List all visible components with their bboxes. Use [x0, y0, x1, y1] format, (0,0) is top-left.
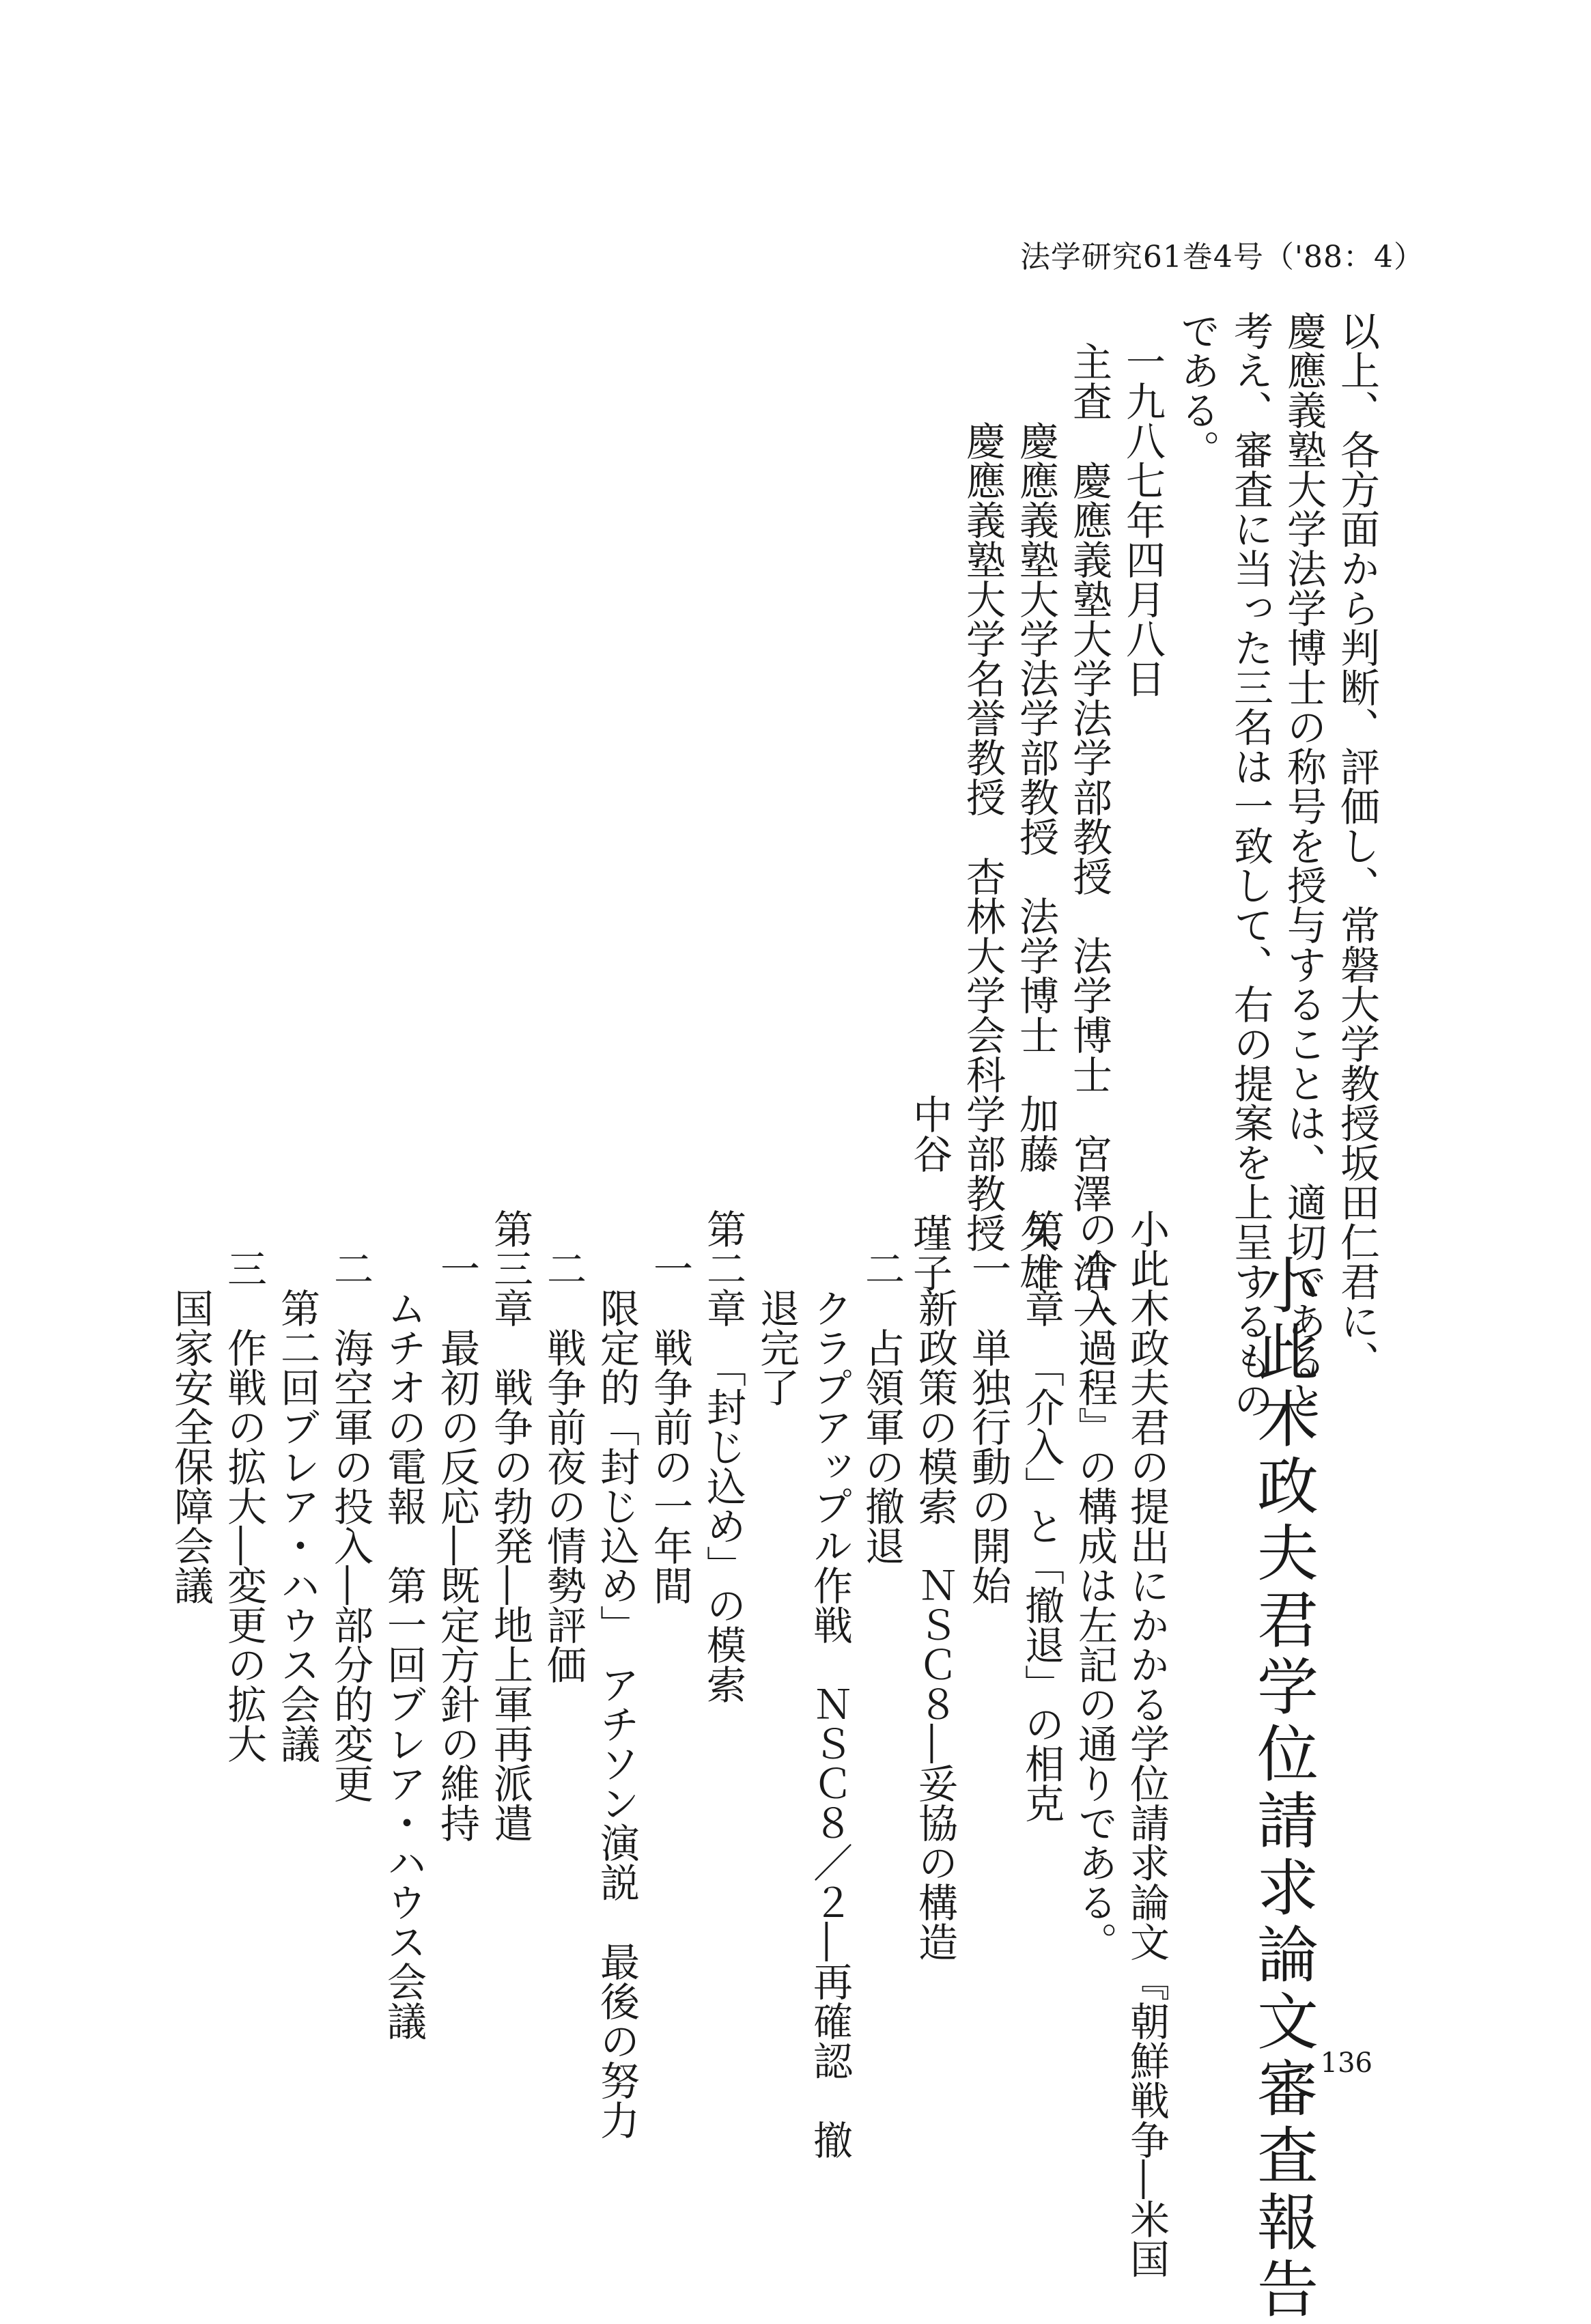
lower-line-ch2-s2: 二 戦争前夜の情勢評価 [540, 1209, 587, 1684]
lower-line-2: の介入過程』の構成は左記の通りである。 [1071, 1209, 1118, 1961]
upper-line-2: 慶應義塾大学法学博士の称号を授与することは、適切であると [1280, 311, 1327, 1420]
upper-line-examiner-3: 慶應義塾大学名誉教授 杏林大学会科学部教授 [959, 341, 1006, 1252]
lower-line-ch2-s1: 一 戦争前の一年間 [647, 1209, 693, 1605]
upper-line-3: 考え、審査に当った三名は一致して、右の提案を上呈するもの [1227, 311, 1273, 1420]
lower-line-ch3-s1-detail: ムチオの電報 第一回ブレア・ハウス会議 [380, 1209, 427, 2041]
document-title: 小此木政夫君学位請求論文審査報告 [1246, 1253, 1318, 2324]
lower-line-ch3-s2-detail: 第二回ブレア・ハウス会議 [274, 1209, 320, 1763]
lower-line-ch3-s3: 三 作戦の拡大―変更の拡大 [221, 1209, 267, 1763]
lower-line-ch1-s2-detail: クラプアップル作戦 ＮＳＣ８／２―再確認 撤 [806, 1209, 853, 2159]
lower-line-1: 小此木政夫君の提出にかかる学位請求論文『朝鮮戦争―米国 [1123, 1209, 1170, 2278]
upper-line-date: 一九八七年四月八日 [1119, 341, 1166, 698]
upper-line-4: である。 [1174, 311, 1220, 469]
lower-line-ch2-s1-detail: 限定的「封じ込め」 アチソン演説 最後の努力 [593, 1209, 640, 2140]
lower-line-ch3-s3-detail: 国家安全保障会議 [167, 1209, 214, 1605]
lower-line-ch2: 第二章 「封じ込め」の模索 [700, 1209, 746, 1704]
upper-line-examiner-2: 慶應義塾大学法学部教授 法学博士 加藤 久雄 [1013, 341, 1059, 1292]
upper-line-chief-examiner: 主査 慶應義塾大学法学部教授 法学博士 宮澤 浩一 [1066, 341, 1112, 1332]
journal-header: 法学研究61巻4号（'88：4） [1019, 240, 1424, 275]
upper-line-examiner-3-name: 中谷 瑾子 [906, 341, 953, 1292]
lower-line-ch3: 第三章 戦争の勃発―地上軍再派遣 [487, 1209, 533, 1843]
lower-line-ch1-s2: 二 占領軍の撤退 [858, 1209, 905, 1565]
lower-line-ch1-s1-detail: 新政策の模索 ＮＳＣ８―妥協の構造 [912, 1209, 958, 1961]
lower-line-ch1-s2-detail-cont: 退完了 [753, 1209, 800, 1407]
lower-line-ch3-s1: 一 最初の反応―既定方針の維持 [434, 1209, 480, 1843]
page-number: 136 [1320, 2047, 1372, 2079]
upper-line-1: 以上、各方面から判断、評価し、常磐大学教授坂田仁君に、 [1334, 311, 1380, 1380]
lower-line-ch1: 第一章 「介入」と「撤退」の相克 [1018, 1209, 1065, 1823]
lower-line-ch3-s2: 二 海空軍の投入―部分的変更 [327, 1209, 374, 1803]
lower-line-ch1-s1: 一 単独行動の開始 [965, 1209, 1011, 1605]
